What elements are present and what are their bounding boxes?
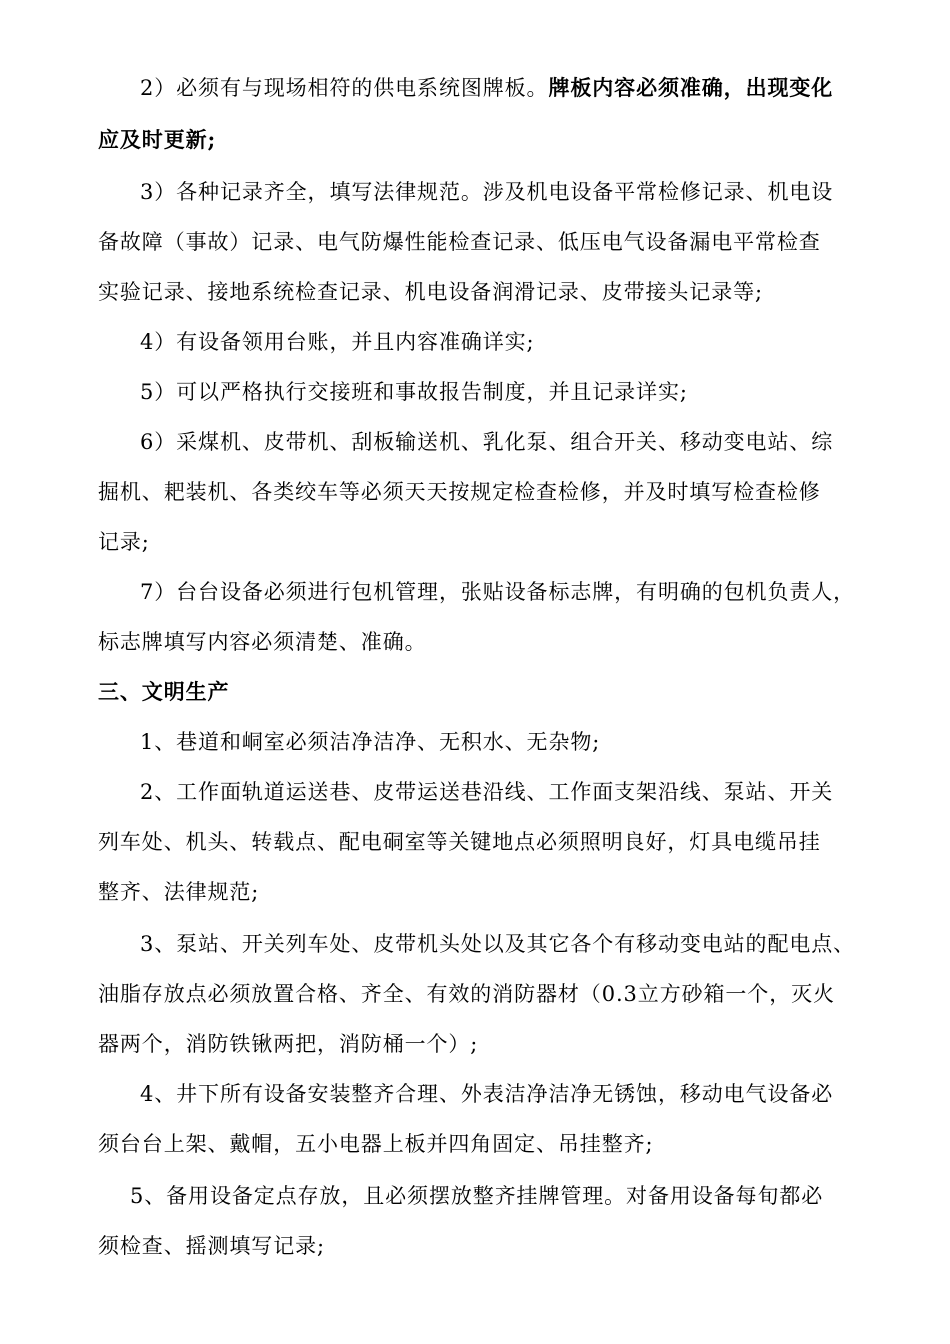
item-2-line-2: 应及时更新; [98,127,217,152]
item-2-line-1 [140,74,833,102]
civilized-item-4-line-2: 须台台上架、戴帽，五小电器上板并四角固定、吊挂整齐; [98,1132,654,1156]
civilized-item-2-line-2: 列车处、机头、转载点、配电硐室等关键地点必须照明良好，灯具电缆吊挂 [98,830,821,854]
item-5: 5）可以严格执行交接班和事故报告制度，并且记录详实; [140,380,688,404]
civilized-item-5-line-2: 须检查、摇测填写记录; [98,1234,325,1258]
item-7-line-2: 标志牌填写内容必须清楚、准确。 [98,630,427,654]
civilized-item-2-line-1: 2、工作面轨道运送巷、皮带运送巷沿线、工作面支架沿线、泵站、开关 [140,780,834,804]
section-3-heading: 三、文明生产 [98,679,230,704]
civilized-item-3-line-3: 器两个，消防铁锹两把，消防桶一个）; [98,1032,479,1056]
item-4: 4）有设备领用台账，并且内容准确详实; [140,330,535,354]
civilized-item-3-line-1: 3、泵站、开关列车处、皮带机头处以及其它各个有移动变电站的配电点、 [140,932,856,956]
item-6-line-3: 记录; [98,530,150,554]
civilized-item-3-line-2: 油脂存放点必须放置合格、齐全、有效的消防器材（0.3立方砂箱一个，灭火 [98,982,835,1006]
civilized-item-5-line-1: 5、备用设备定点存放，且必须摆放整齐挂牌管理。对备用设备每旬都必 [130,1184,824,1208]
item-2-bold-text: 牌板内容必须准确，出现变化 [548,75,834,100]
item-3-line-1: 3）各种记录齐全，填写法律规范。涉及机电设备平常检修记录、机电设 [140,180,834,204]
civilized-item-2-line-3: 整齐、法律规范; [98,880,260,904]
item-3-line-3: 实验记录、接地系统检查记录、机电设备润滑记录、皮带接头记录等; [98,280,763,304]
civilized-item-4-line-1: 4、井下所有设备安装整齐合理、外表洁净洁净无锈蚀，移动电气设备必 [140,1082,834,1106]
item-7-line-1: 7）台台设备必须进行包机管理，张贴设备标志牌，有明确的包机负责人， [140,580,856,604]
item-6-line-1: 6）采煤机、皮带机、刮板输送机、乳化泵、组合开关、移动变电站、综 [140,430,834,454]
item-2-text: 2）必须有与现场相符的供电系统图牌板。 [140,76,549,100]
item-3-line-2: 备故障（事故）记录、电气防爆性能检查记录、低压电气设备漏电平常检查 [98,230,821,254]
item-6-line-2: 掘机、耙装机、各类绞车等必须天天按规定检查检修，并及时填写检查检修 [98,480,821,504]
civilized-item-1: 1、巷道和峒室必须洁净洁净、无积水、无杂物; [140,730,601,754]
